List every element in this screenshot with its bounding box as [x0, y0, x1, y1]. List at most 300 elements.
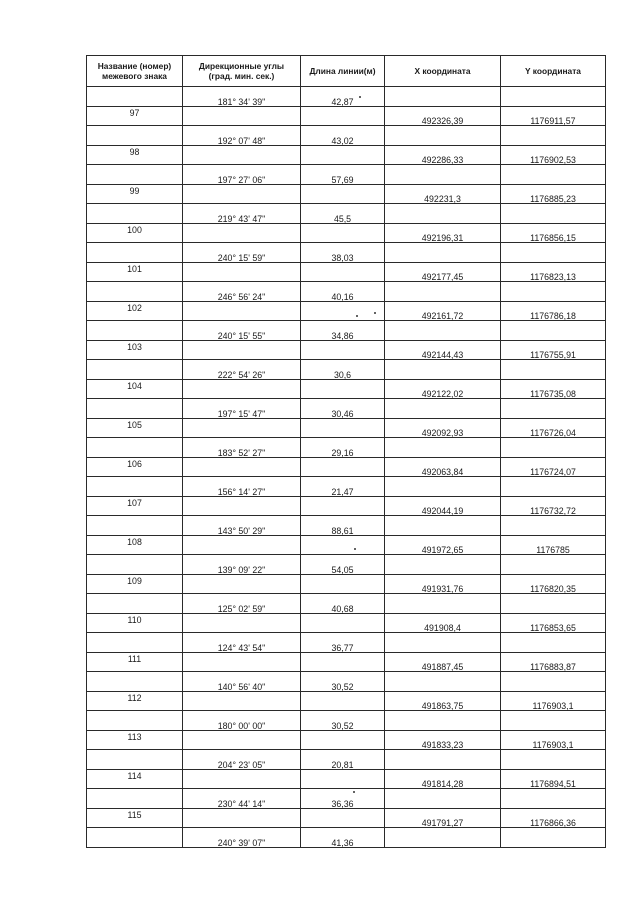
cell-y [501, 301, 606, 321]
cell-angle [183, 360, 301, 380]
table-row [87, 477, 606, 497]
cell-length [301, 730, 385, 750]
cell-x-text: 491887,45 [421, 662, 464, 672]
cell-y-text: 1176823,13 [530, 272, 576, 282]
table-row [87, 418, 606, 438]
cell-y [501, 555, 606, 575]
cell-name-text: 105 [127, 419, 142, 430]
cell-y [501, 282, 606, 302]
cell-x [385, 87, 501, 107]
cell-y-text: 1176903,1 [532, 740, 574, 750]
cell-angle [183, 769, 301, 789]
cell-x [385, 652, 501, 672]
cell-length [301, 301, 385, 321]
table-body [87, 87, 606, 848]
cell-name [87, 379, 183, 399]
cell-y [501, 730, 606, 750]
cell-y [501, 204, 606, 224]
cell-length [301, 711, 385, 731]
cell-name-text: 98 [129, 146, 140, 157]
cell-length [301, 808, 385, 828]
cell-angle [183, 555, 301, 575]
cell-y-text: 1176820,35 [530, 584, 576, 594]
cell-x-text: 492161,72 [421, 311, 464, 321]
cell-x [385, 769, 501, 789]
cell-y [501, 340, 606, 360]
cell-name [87, 126, 183, 146]
cell-x [385, 750, 501, 770]
table-row [87, 652, 606, 672]
cell-name-text: 97 [129, 107, 140, 118]
cell-angle [183, 594, 301, 614]
cell-length [301, 399, 385, 419]
cell-name [87, 808, 183, 828]
cell-length [301, 87, 385, 107]
cell-y-text: 1176735,08 [530, 389, 576, 399]
cell-name [87, 399, 183, 419]
cell-length-text: 21,47 [331, 486, 354, 497]
table-row [87, 711, 606, 731]
cell-name [87, 691, 183, 711]
cell-y [501, 223, 606, 243]
cell-length-text: 54,05 [331, 564, 354, 575]
table-row [87, 126, 606, 146]
cell-y [501, 379, 606, 399]
cell-length [301, 789, 385, 809]
cell-x [385, 457, 501, 477]
cell-length-text: 30,6 [333, 369, 352, 380]
cell-angle [183, 379, 301, 399]
cell-name [87, 516, 183, 536]
cell-name [87, 223, 183, 243]
cell-angle [183, 184, 301, 204]
table-row [87, 262, 606, 282]
cell-length [301, 828, 385, 848]
cell-length [301, 165, 385, 185]
table-row [87, 730, 606, 750]
table-row [87, 672, 606, 692]
cell-y [501, 711, 606, 731]
cell-length [301, 379, 385, 399]
cell-length [301, 243, 385, 263]
cell-length-text: 45,5 [333, 213, 352, 224]
cell-x [385, 282, 501, 302]
cell-angle [183, 145, 301, 165]
cell-x-text: 492231,3 [424, 194, 461, 204]
table-row [87, 282, 606, 302]
cell-x [385, 418, 501, 438]
cell-length [301, 555, 385, 575]
scan-speck [353, 791, 355, 793]
cell-name [87, 301, 183, 321]
cell-name [87, 652, 183, 672]
cell-name-text: 110 [127, 614, 142, 625]
cell-x [385, 399, 501, 419]
cell-length-text: 29,16 [331, 447, 354, 458]
cell-length-text: 41,36 [331, 837, 354, 848]
table-row [87, 828, 606, 848]
cell-y-text: 1176732,72 [530, 506, 576, 516]
cell-y [501, 574, 606, 594]
cell-angle-text: 219° 43' 47" [217, 213, 266, 224]
cell-x [385, 262, 501, 282]
cell-name [87, 672, 183, 692]
cell-name [87, 613, 183, 633]
table-row [87, 535, 606, 555]
cell-length-text: 20,81 [331, 759, 354, 770]
table-row [87, 301, 606, 321]
header-name [87, 56, 183, 87]
cell-angle-text: 240° 15' 59" [217, 252, 266, 263]
cell-x-text: 491791,27 [421, 818, 464, 828]
cell-length [301, 321, 385, 341]
cell-name [87, 262, 183, 282]
cell-name [87, 769, 183, 789]
cell-name [87, 750, 183, 770]
cell-angle [183, 438, 301, 458]
table-row [87, 457, 606, 477]
cell-y [501, 672, 606, 692]
header-name-line-2: межевого знака [102, 71, 167, 81]
cell-angle [183, 418, 301, 438]
table-row [87, 165, 606, 185]
cell-x [385, 184, 501, 204]
cell-angle [183, 321, 301, 341]
cell-angle-text: 230° 44' 14" [217, 798, 266, 809]
cell-y-text: 1176724,07 [530, 467, 576, 477]
cell-name-text: 100 [127, 224, 142, 235]
table-row [87, 574, 606, 594]
scan-speck [356, 315, 358, 317]
cell-x [385, 438, 501, 458]
table-row [87, 691, 606, 711]
cell-angle-text: 139° 09' 22" [217, 564, 266, 575]
header-length: Длина линии(м) [301, 56, 385, 87]
cell-angle [183, 106, 301, 126]
table-row [87, 145, 606, 165]
cell-angle [183, 457, 301, 477]
cell-name-text: 112 [127, 692, 142, 703]
cell-y [501, 243, 606, 263]
cell-name [87, 360, 183, 380]
cell-angle [183, 808, 301, 828]
cell-x [385, 691, 501, 711]
cell-angle [183, 223, 301, 243]
cell-name [87, 282, 183, 302]
cell-x [385, 594, 501, 614]
cell-name [87, 340, 183, 360]
cell-y [501, 652, 606, 672]
cell-length [301, 126, 385, 146]
cell-name [87, 243, 183, 263]
cell-x [385, 145, 501, 165]
cell-y-text: 1176786,18 [530, 311, 576, 321]
table-row [87, 438, 606, 458]
cell-x-text: 491833,23 [421, 740, 464, 750]
cell-y-text: 1176853,65 [530, 623, 576, 633]
cell-name [87, 535, 183, 555]
cell-x-text: 492092,93 [421, 428, 464, 438]
cell-y [501, 594, 606, 614]
cell-name-text: 107 [127, 497, 142, 508]
table-row [87, 204, 606, 224]
cell-y [501, 360, 606, 380]
cell-length [301, 360, 385, 380]
cell-length-text: 88,61 [331, 525, 354, 536]
cell-name [87, 145, 183, 165]
cell-angle-text: 124° 43' 54" [217, 642, 266, 653]
cell-length [301, 204, 385, 224]
cell-y [501, 477, 606, 497]
cell-angle [183, 477, 301, 497]
table-row [87, 516, 606, 536]
cell-length [301, 418, 385, 438]
header-y: Y координата [501, 56, 606, 87]
cell-length-text: 57,69 [331, 174, 354, 185]
cell-x [385, 340, 501, 360]
cell-length-text: 42,87 [331, 96, 354, 107]
cell-length-text: 40,16 [331, 291, 354, 302]
cell-angle-text: 240° 15' 55" [217, 330, 266, 341]
cell-angle [183, 243, 301, 263]
scan-speck [359, 96, 361, 98]
table-row [87, 555, 606, 575]
cell-angle [183, 301, 301, 321]
cell-length [301, 594, 385, 614]
cell-length [301, 457, 385, 477]
cell-length-text: 30,52 [331, 681, 354, 692]
cell-y-text: 1176911,57 [530, 116, 576, 126]
cell-x-text: 492063,84 [421, 467, 464, 477]
cell-angle-text: 125° 02' 59" [217, 603, 266, 614]
cell-angle [183, 672, 301, 692]
cell-y-text: 1176726,04 [530, 428, 576, 438]
table-row [87, 496, 606, 516]
cell-name [87, 711, 183, 731]
cell-x-text: 491972,65 [421, 545, 464, 555]
cell-name-text: 101 [127, 263, 142, 274]
cell-angle [183, 730, 301, 750]
cell-x [385, 535, 501, 555]
cell-angle [183, 691, 301, 711]
cell-angle [183, 652, 301, 672]
cell-name-text: 103 [127, 341, 142, 352]
cell-y [501, 418, 606, 438]
cell-x [385, 243, 501, 263]
cell-length [301, 106, 385, 126]
cell-name [87, 496, 183, 516]
cell-y [501, 145, 606, 165]
cell-angle-text: 197° 27' 06" [217, 174, 266, 185]
cell-x [385, 204, 501, 224]
cell-length-text: 30,46 [331, 408, 354, 419]
cell-y-text: 1176894,51 [530, 779, 576, 789]
cell-angle [183, 165, 301, 185]
cell-x-text: 491814,28 [421, 779, 464, 789]
cell-length-text: 34,86 [331, 330, 354, 341]
boundary-coordinates-table [86, 55, 606, 848]
cell-name [87, 165, 183, 185]
cell-x-text: 492196,31 [421, 233, 464, 243]
cell-y [501, 165, 606, 185]
cell-name [87, 789, 183, 809]
cell-angle [183, 126, 301, 146]
table-row [87, 613, 606, 633]
cell-y [501, 691, 606, 711]
cell-y [501, 126, 606, 146]
cell-x [385, 574, 501, 594]
cell-name-text: 106 [127, 458, 142, 469]
cell-length [301, 691, 385, 711]
header-x: X координата [385, 56, 501, 87]
cell-length [301, 633, 385, 653]
cell-x-text: 492177,45 [421, 272, 464, 282]
cell-length [301, 672, 385, 692]
cell-y [501, 789, 606, 809]
cell-name-text: 109 [127, 575, 142, 586]
cell-length [301, 769, 385, 789]
cell-y-text: 1176883,87 [530, 662, 576, 672]
cell-x [385, 672, 501, 692]
cell-length [301, 145, 385, 165]
cell-length [301, 613, 385, 633]
cell-x [385, 711, 501, 731]
cell-name-text: 102 [127, 302, 142, 313]
cell-y [501, 535, 606, 555]
cell-length [301, 516, 385, 536]
cell-y [501, 750, 606, 770]
cell-name [87, 730, 183, 750]
cell-length-text: 43,02 [331, 135, 354, 146]
cell-angle [183, 828, 301, 848]
cell-x-text: 492286,33 [421, 155, 464, 165]
cell-length [301, 438, 385, 458]
cell-length-text: 38,03 [331, 252, 354, 263]
cell-name [87, 87, 183, 107]
cell-name [87, 106, 183, 126]
cell-angle [183, 87, 301, 107]
cell-y [501, 516, 606, 536]
cell-name [87, 321, 183, 341]
cell-x [385, 613, 501, 633]
cell-length [301, 574, 385, 594]
cell-x [385, 516, 501, 536]
cell-y [501, 496, 606, 516]
cell-x [385, 789, 501, 809]
cell-length-text: 40,68 [331, 603, 354, 614]
header-name-line-1: Название (номер) [97, 61, 172, 71]
cell-name [87, 574, 183, 594]
cell-y-text: 1176755,91 [530, 350, 576, 360]
cell-length [301, 496, 385, 516]
cell-x-text: 492144,43 [421, 350, 464, 360]
cell-y [501, 438, 606, 458]
cell-x-text: 491931,76 [421, 584, 464, 594]
cell-angle [183, 204, 301, 224]
cell-angle [183, 340, 301, 360]
cell-length [301, 223, 385, 243]
cell-length [301, 750, 385, 770]
cell-angle-text: 156° 14' 27" [217, 486, 266, 497]
table-row [87, 594, 606, 614]
cell-name-text: 108 [127, 536, 142, 547]
cell-x [385, 730, 501, 750]
cell-x [385, 301, 501, 321]
table-row [87, 789, 606, 809]
cell-x [385, 360, 501, 380]
cell-name [87, 633, 183, 653]
cell-x [385, 555, 501, 575]
cell-name-text: 115 [127, 809, 142, 820]
cell-angle-text: 181° 34' 39" [217, 96, 266, 107]
table-row [87, 633, 606, 653]
cell-x [385, 633, 501, 653]
cell-x [385, 496, 501, 516]
cell-y [501, 106, 606, 126]
table-row [87, 750, 606, 770]
cell-length [301, 340, 385, 360]
table-row [87, 223, 606, 243]
cell-x [385, 223, 501, 243]
cell-angle-text: 180° 00' 00" [217, 720, 266, 731]
cell-length [301, 184, 385, 204]
cell-name-text: 111 [127, 653, 142, 664]
table-row [87, 340, 606, 360]
cell-y [501, 457, 606, 477]
cell-x [385, 126, 501, 146]
table-row [87, 769, 606, 789]
cell-angle-text: 197° 15' 47" [217, 408, 266, 419]
cell-angle [183, 750, 301, 770]
table-row [87, 399, 606, 419]
table-row [87, 243, 606, 263]
cell-y [501, 808, 606, 828]
cell-angle [183, 496, 301, 516]
table-row [87, 106, 606, 126]
cell-y-text: 1176866,36 [530, 818, 576, 828]
cell-x [385, 165, 501, 185]
cell-angle-text: 204° 23' 05" [217, 759, 266, 770]
cell-name [87, 438, 183, 458]
cell-name [87, 477, 183, 497]
cell-length [301, 535, 385, 555]
cell-name-text: 114 [127, 770, 142, 781]
scan-speck [374, 312, 376, 314]
header-angle [183, 56, 301, 87]
cell-name [87, 594, 183, 614]
cell-x-text: 491863,75 [421, 701, 464, 711]
cell-length [301, 262, 385, 282]
cell-y-text: 1176902,53 [530, 155, 576, 165]
table-row [87, 360, 606, 380]
cell-y [501, 399, 606, 419]
cell-x [385, 106, 501, 126]
cell-angle [183, 613, 301, 633]
cell-angle-text: 140° 56' 40" [217, 681, 266, 692]
cell-name [87, 418, 183, 438]
cell-y [501, 184, 606, 204]
cell-x [385, 321, 501, 341]
cell-name-text: 99 [129, 185, 140, 196]
cell-name [87, 204, 183, 224]
cell-angle-text: 222° 54' 26" [217, 369, 266, 380]
cell-name-text: 104 [127, 380, 142, 391]
cell-angle [183, 262, 301, 282]
cell-angle [183, 516, 301, 536]
cell-x-text: 492122,02 [421, 389, 464, 399]
cell-y [501, 769, 606, 789]
cell-angle [183, 535, 301, 555]
